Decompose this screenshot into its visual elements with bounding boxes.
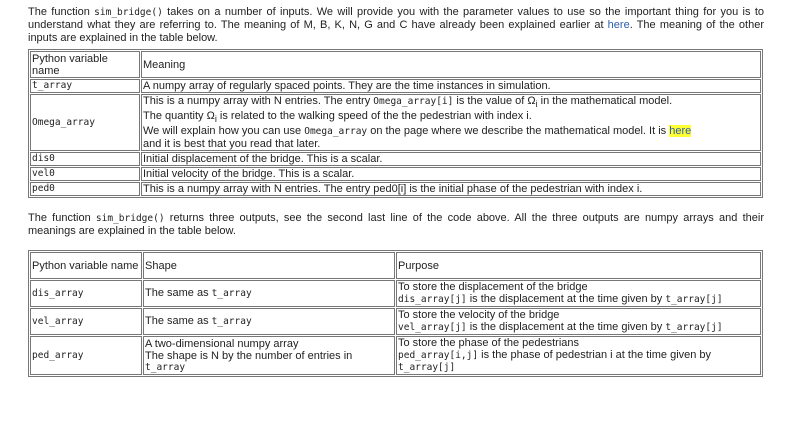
text: returns three outputs, see the second last line of the code above. All the three outputs are numpy arrays and their meanings are explained in the table below. bbox=[28, 212, 764, 238]
inline-code: dis_array[j] bbox=[398, 294, 467, 306]
purpose-line: To store the velocity of the bridge bbox=[398, 309, 560, 322]
intro-text: . The meaning of the other inputs are explained in the table below. bbox=[28, 19, 764, 44]
header-purpose: Purpose bbox=[396, 252, 761, 279]
purpose-line: To store the displacement of the bridge bbox=[398, 281, 588, 294]
table-header-row bbox=[30, 51, 761, 78]
inline-code: t_array bbox=[145, 361, 186, 373]
text: is the value of Ω bbox=[453, 95, 536, 107]
meaning-line bbox=[143, 110, 759, 125]
header-variable: Python variable name bbox=[30, 252, 142, 279]
table-row bbox=[30, 336, 761, 375]
inline-code: sim_bridge() bbox=[95, 213, 165, 225]
purpose-line bbox=[398, 293, 759, 306]
shape-cell bbox=[143, 336, 395, 375]
table-row bbox=[30, 182, 761, 196]
text: in the mathematical model. bbox=[537, 95, 673, 107]
var-cell: vel0 bbox=[30, 167, 140, 181]
shape-line: The shape is N by the number of entries in bbox=[145, 349, 353, 362]
header-shape: Shape bbox=[143, 252, 395, 279]
meaning-line bbox=[143, 125, 759, 138]
text: is the displacement at the time given by bbox=[466, 293, 666, 306]
text: on the page where we describe the mathematical model. It is bbox=[367, 125, 670, 138]
table-row bbox=[30, 280, 761, 307]
table-row bbox=[30, 94, 761, 151]
header-meaning: Meaning bbox=[141, 51, 761, 78]
text: The quantity Ω bbox=[143, 110, 215, 123]
inline-code: Omega_array bbox=[304, 126, 368, 138]
meaning-cell: A numpy array of regularly spaced points. They are the time instances in simulation. bbox=[141, 79, 761, 93]
inline-code: t_array[j] bbox=[665, 322, 723, 334]
meaning-cell: Initial velocity of the bridge. This is a scalar. bbox=[141, 167, 761, 181]
meaning-line: and it is best that you read that later. bbox=[143, 138, 321, 151]
text: is related to the walking speed of the the pedestrian with index i. bbox=[216, 110, 532, 123]
var-cell: ped_array bbox=[30, 336, 142, 375]
meaning-line bbox=[143, 95, 759, 110]
here-link-highlighted[interactable]: here bbox=[669, 125, 692, 138]
var-cell: vel_array bbox=[30, 308, 142, 335]
meaning-cell: Initial displacement of the bridge. This is a scalar. bbox=[141, 152, 761, 166]
text: is the phase of pedestrian i at the time given by bbox=[478, 349, 712, 362]
inline-code: t_array[j] bbox=[398, 362, 456, 374]
inline-code: vel_array[j] bbox=[398, 322, 467, 334]
purpose-cell bbox=[396, 308, 761, 335]
text: This is a numpy array with N entries. The entry bbox=[143, 95, 374, 107]
inline-code: sim_bridge() bbox=[94, 7, 163, 18]
document-body bbox=[28, 6, 764, 377]
purpose-line bbox=[398, 321, 759, 334]
var-cell: dis_array bbox=[30, 280, 142, 307]
var-cell: Omega_array bbox=[30, 94, 140, 151]
intro-text: The function bbox=[28, 6, 95, 18]
purpose-line bbox=[398, 349, 759, 362]
shape-line: A two-dimensional numpy array bbox=[145, 337, 299, 350]
inputs-table bbox=[28, 49, 763, 198]
var-cell: ped0 bbox=[30, 182, 140, 196]
inline-code: t_array[j] bbox=[665, 294, 723, 306]
intro-text: takes on a number of inputs. We will provide you with the parameter values to use so the important thing for you is to understand what they are referring to. The meaning of M, B, K, N, G and C have already been explained earlier at bbox=[28, 6, 764, 31]
table-row bbox=[30, 152, 761, 166]
header-variable: Python variable name bbox=[30, 51, 140, 78]
table-row bbox=[30, 308, 761, 335]
shape-cell bbox=[143, 308, 395, 335]
table-row bbox=[30, 167, 761, 181]
table-row bbox=[30, 79, 761, 93]
here-link[interactable]: here bbox=[607, 19, 630, 31]
subscript: i bbox=[535, 99, 538, 110]
purpose-cell bbox=[396, 280, 761, 307]
purpose-cell bbox=[396, 336, 761, 375]
outputs-paragraph bbox=[28, 212, 764, 238]
meaning-cell: This is a numpy array with N entries. The entry ped0[i] is the initial phase of the pedestrian with index i. bbox=[141, 182, 761, 196]
text: The same as bbox=[145, 315, 212, 328]
intro-paragraph bbox=[28, 6, 764, 45]
subscript: i bbox=[214, 114, 217, 125]
outputs-table bbox=[28, 250, 763, 377]
var-cell: dis0 bbox=[30, 152, 140, 166]
shape-cell bbox=[143, 280, 395, 307]
inline-code: t_array bbox=[211, 288, 252, 300]
text: The function bbox=[28, 212, 96, 225]
purpose-line: To store the phase of the pedestrians bbox=[398, 337, 580, 350]
table-header-row bbox=[30, 252, 761, 279]
text: The same as bbox=[145, 287, 212, 300]
inline-code: ped_array[i,j] bbox=[398, 350, 479, 362]
meaning-cell bbox=[141, 94, 761, 151]
text: We will explain how you can use bbox=[143, 125, 305, 138]
var-cell: t_array bbox=[30, 79, 140, 93]
text: is the displacement at the time given by bbox=[466, 321, 666, 334]
inline-code: t_array bbox=[211, 316, 252, 328]
inline-code: Omega_array[i] bbox=[373, 96, 454, 107]
